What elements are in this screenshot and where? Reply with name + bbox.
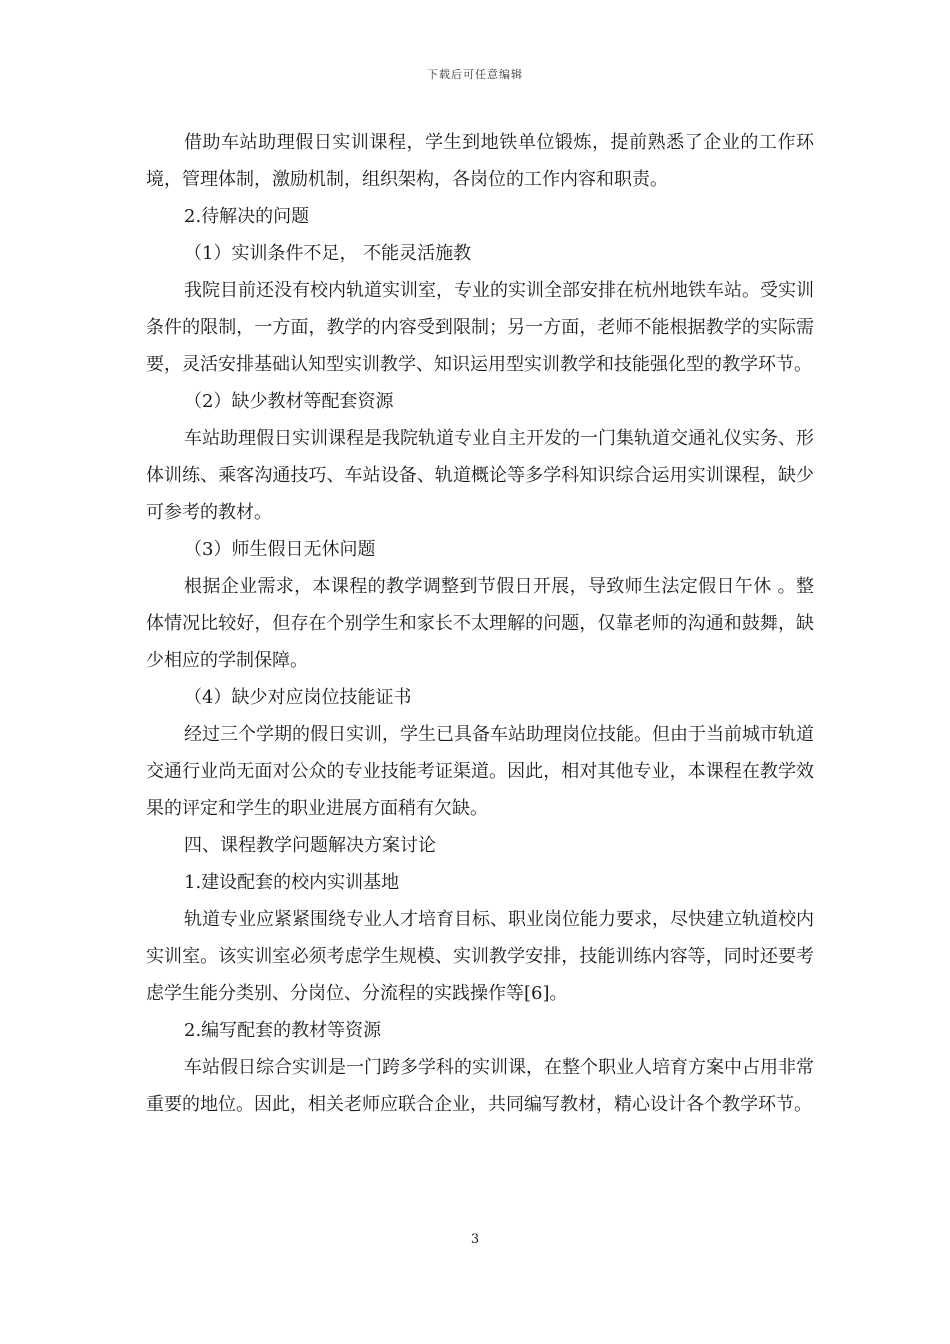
- heading-problem-1: （1）实训条件不足， 不能灵活施教: [184, 243, 472, 264]
- heading-problem-2: （2）缺少教材等配套资源: [184, 391, 394, 412]
- paragraph-problem-3: 根据企业需求，本课程的教学调整到节假日开展，导致师生法定假日午休 。整体情况比较好，但存在个别学生和家长不太理解的问题，仅靠老师的沟通和鼓舞，缺少相应的学制保障。: [146, 576, 814, 671]
- heading-solution-2: 2.编写配套的教材等资源: [184, 1020, 382, 1041]
- paragraph-internship-benefits: 借助车站助理假日实训课程，学生到地铁单位锻炼，提前熟悉了企业的工作环境，管理体制，激励机制，组织架构，各岗位的工作内容和职责。: [146, 132, 814, 190]
- paragraph-problem-1: 我院目前还没有校内轨道实训室，专业的实训全部安排在杭州地铁车站。受实训条件的限制，一方面，教学的内容受到限制；另一方面，老师不能根据教学的实际需要，灵活安排基础认知型实训教学、知识运用型实训教学和技能强化型的教学环节。: [146, 280, 814, 375]
- header-note: 下载后可任意编辑: [427, 68, 523, 81]
- paragraph-solution-2: 车站假日综合实训是一门跨多学科的实训课，在整个职业人培育方案中占用非常重要的地位。因此，相关老师应联合企业，共同编写教材，精心设计各个教学环节。: [146, 1057, 814, 1115]
- heading-problem-3: （3）师生假日无休问题: [184, 539, 376, 560]
- paragraph-problem-4: 经过三个学期的假日实训，学生已具备车站助理岗位技能。但由于当前城市轨道交通行业尚无面对公众的专业技能考证渠道。因此，相对其他专业，本课程在教学效果的评定和学生的职业进展方面稍有欠缺。: [146, 724, 814, 819]
- section-heading-solutions: 四、课程教学问题解决方案讨论: [184, 835, 436, 856]
- page-number: 3: [470, 1232, 480, 1247]
- heading-solution-1: 1.建设配套的校内实训基地: [184, 872, 400, 893]
- paragraph-problem-2: 车站助理假日实训课程是我院轨道专业自主开发的一门集轨道交通礼仪实务、形体训练、乘客沟通技巧、车站设备、轨道概论等多学科知识综合运用实训课程，缺少可参考的教材。: [146, 428, 814, 523]
- paragraph-solution-1: 轨道专业应紧紧围绕专业人才培育目标、职业岗位能力要求，尽快建立轨道校内实训室。该实训室必须考虑学生规模、实训教学安排，技能训练内容等，同时还要考虑学生能分类别、分岗位、分流程的实践操作等[6]。: [146, 909, 814, 1004]
- heading-problems-to-solve: 2.待解决的问题: [184, 206, 310, 227]
- document-body: [146, 124, 814, 1123]
- heading-problem-4: （4）缺少对应岗位技能证书: [184, 687, 412, 708]
